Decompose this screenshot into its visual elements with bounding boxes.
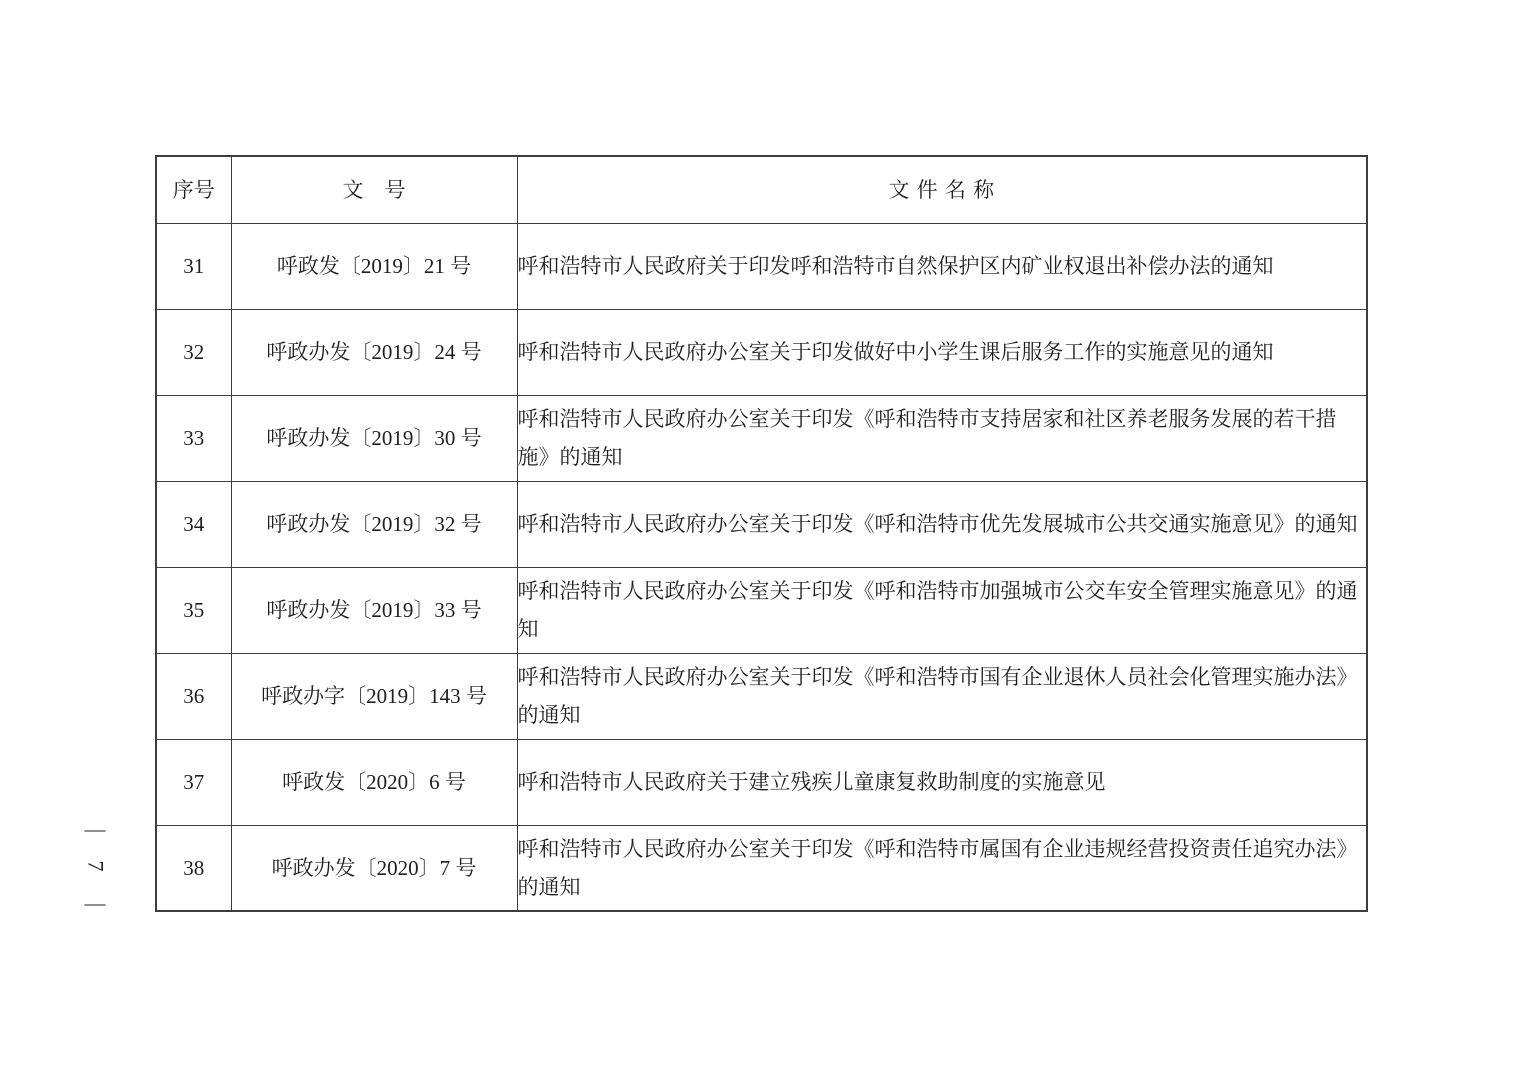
table-row <box>156 825 1367 911</box>
cell-docnum: 呼政发〔2020〕6 号 <box>231 739 517 825</box>
cell-index: 34 <box>156 481 231 567</box>
cell-index: 31 <box>156 223 231 309</box>
table-header-row <box>156 156 1367 223</box>
cell-title: 呼和浩特市人民政府办公室关于印发《呼和浩特市属国有企业违规经营投资责任追究办法》的通知 <box>517 825 1367 911</box>
table-row <box>156 481 1367 567</box>
cell-title: 呼和浩特市人民政府办公室关于印发《呼和浩特市国有企业退休人员社会化管理实施办法》的通知 <box>517 653 1367 739</box>
cell-index: 36 <box>156 653 231 739</box>
cell-index: 33 <box>156 395 231 481</box>
cell-index: 32 <box>156 309 231 395</box>
page-number-value: 7 <box>83 860 108 872</box>
cell-docnum: 呼政办发〔2019〕24 号 <box>231 309 517 395</box>
table-row <box>156 739 1367 825</box>
cell-title: 呼和浩特市人民政府办公室关于印发做好中小学生课后服务工作的实施意见的通知 <box>517 309 1367 395</box>
cell-index: 35 <box>156 567 231 653</box>
header-doc-title: 文 件 名 称 <box>517 156 1367 223</box>
table-row <box>156 395 1367 481</box>
table-body <box>156 223 1367 911</box>
document-index-table <box>155 155 1368 912</box>
cell-docnum: 呼政办发〔2019〕33 号 <box>231 567 517 653</box>
table-row <box>156 309 1367 395</box>
cell-docnum: 呼政发〔2019〕21 号 <box>231 223 517 309</box>
cell-index: 37 <box>156 739 231 825</box>
page-number-dash-bottom: — <box>84 891 106 915</box>
cell-title: 呼和浩特市人民政府办公室关于印发《呼和浩特市优先发展城市公共交通实施意见》的通知 <box>517 481 1367 567</box>
header-index: 序号 <box>156 156 231 223</box>
document-table-container <box>155 155 1368 912</box>
cell-title: 呼和浩特市人民政府关于印发呼和浩特市自然保护区内矿业权退出补偿办法的通知 <box>517 223 1367 309</box>
cell-title: 呼和浩特市人民政府办公室关于印发《呼和浩特市支持居家和社区养老服务发展的若干措施》的通知 <box>517 395 1367 481</box>
cell-title: 呼和浩特市人民政府办公室关于印发《呼和浩特市加强城市公交车安全管理实施意见》的通知 <box>517 567 1367 653</box>
table-row <box>156 567 1367 653</box>
cell-docnum: 呼政办字〔2019〕143 号 <box>231 653 517 739</box>
cell-docnum: 呼政办发〔2019〕30 号 <box>231 395 517 481</box>
header-doc-number: 文 号 <box>231 156 517 223</box>
cell-docnum: 呼政办发〔2019〕32 号 <box>231 481 517 567</box>
table-row <box>156 223 1367 309</box>
page-number-dash-top: — <box>84 817 106 841</box>
cell-docnum: 呼政办发〔2020〕7 号 <box>231 825 517 911</box>
table-row <box>156 653 1367 739</box>
cell-index: 38 <box>156 825 231 911</box>
page-number <box>72 817 118 915</box>
cell-title: 呼和浩特市人民政府关于建立残疾儿童康复救助制度的实施意见 <box>517 739 1367 825</box>
